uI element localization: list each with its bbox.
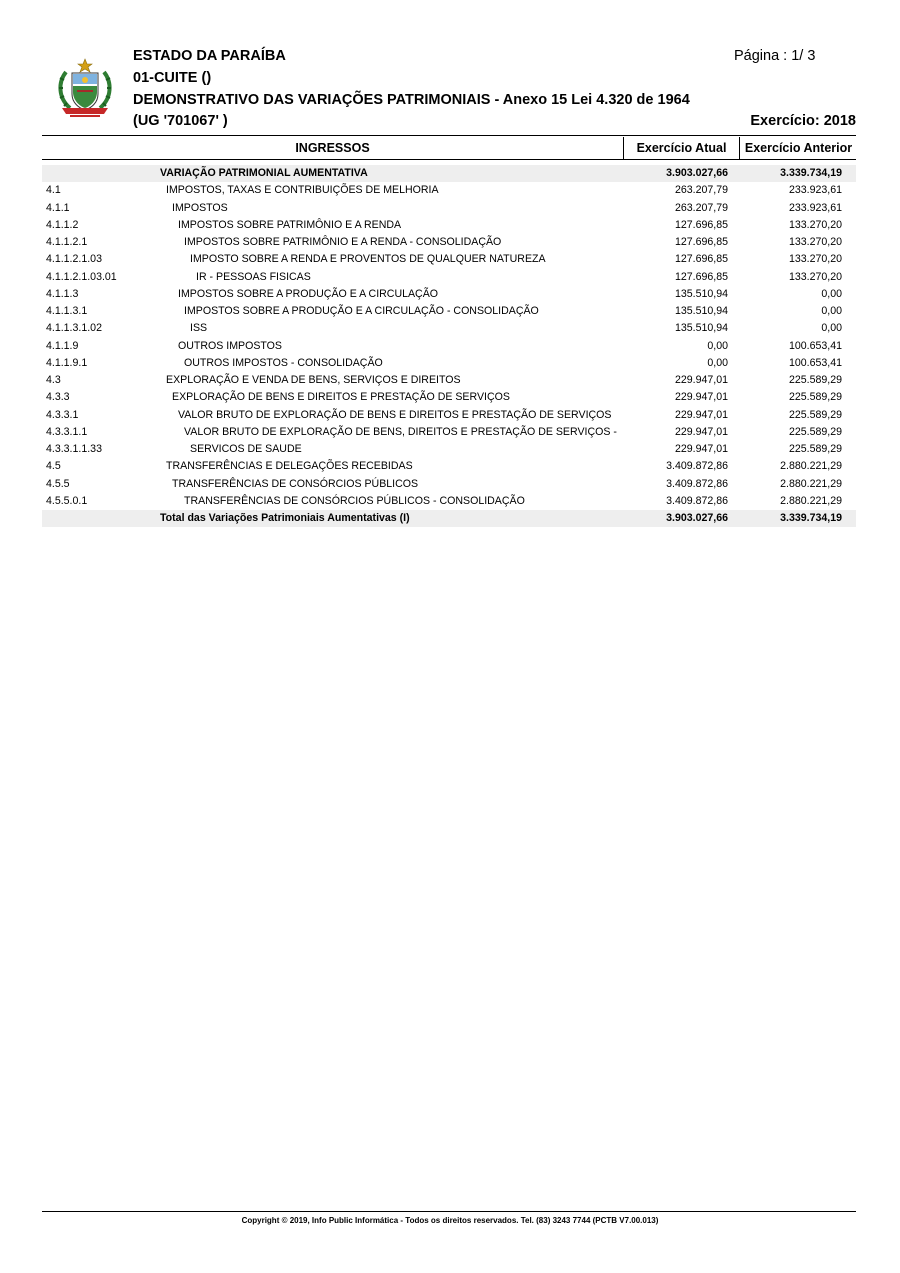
value-exercicio-anterior: 133.270,20 (788, 253, 842, 266)
account-description: TRANSFERÊNCIAS E DELEGAÇÕES RECEBIDAS (166, 460, 413, 473)
account-code: 4.5 (46, 460, 61, 473)
value-exercicio-anterior: 2.880.221,29 (780, 494, 842, 507)
account-code: 4.1.1.9 (46, 339, 79, 352)
table-row (42, 441, 856, 458)
page-number: Página : 1/ 3 (734, 48, 816, 64)
account-description: TRANSFERÊNCIAS DE CONSÓRCIOS PÚBLICOS (172, 477, 419, 490)
value-exercicio-anterior: 225.589,29 (788, 425, 842, 438)
summary-row (42, 165, 856, 182)
account-code: 4.1.1.2.1.03.01 (46, 270, 117, 283)
value-exercicio-anterior: 225.589,29 (788, 391, 842, 404)
value-exercicio-anterior: 0,00 (821, 305, 842, 317)
table-row (42, 200, 856, 217)
table-row (42, 286, 856, 303)
table-row (42, 372, 856, 389)
value-exercicio-anterior: 233.923,61 (788, 201, 842, 214)
value-exercicio-atual: 229.947,01 (674, 425, 728, 438)
column-header-ingressos: INGRESSOS (295, 141, 370, 155)
account-description: SERVICOS DE SAUDE (190, 443, 302, 455)
value-exercicio-atual: 229.947,01 (674, 374, 728, 386)
table-row (42, 493, 856, 510)
table-row (42, 251, 856, 268)
value-exercicio-anterior: 0,00 (821, 322, 842, 335)
table-header (42, 137, 856, 159)
account-description: OUTROS IMPOSTOS - CONSOLIDAÇÃO (184, 356, 383, 369)
value-exercicio-anterior: 133.270,20 (788, 218, 842, 231)
table-row (42, 389, 856, 406)
summary-row (42, 510, 856, 527)
value-exercicio-atual: 263.207,79 (674, 201, 728, 214)
report-title: DEMONSTRATIVO DAS VARIAÇÕES PATRIMONIAIS - Anexo 15 Lei 4.320 de 1964 (133, 92, 690, 108)
header-top-rule (42, 135, 856, 136)
value-exercicio-anterior: 225.589,29 (788, 374, 842, 386)
column-header-exercicio-anterior: Exercício Anterior (739, 137, 857, 159)
value-exercicio-atual: 3.409.872,86 (666, 477, 728, 490)
account-code: 4.3.3 (46, 391, 70, 404)
table-row (42, 269, 856, 286)
table-row (42, 234, 856, 251)
value-exercicio-anterior: 225.589,29 (788, 408, 842, 421)
column-header-exercicio-atual: Exercício Atual (623, 137, 739, 159)
account-code: 4.3.3.1.1.33 (46, 443, 102, 455)
account-description: ISS (190, 322, 208, 335)
account-code: 4.1.1 (46, 201, 70, 214)
header-bottom-rule (42, 159, 856, 160)
table-row (42, 338, 856, 355)
account-description: IMPOSTO SOBRE A RENDA E PROVENTOS DE QUALQUER NATUREZA (190, 253, 546, 266)
account-description: IMPOSTOS (172, 201, 228, 214)
value-exercicio-anterior: 100.653,41 (788, 339, 842, 352)
value-exercicio-anterior: 3.339.734,19 (780, 512, 842, 524)
account-description: OUTROS IMPOSTOS (178, 339, 282, 352)
account-description: TRANSFERÊNCIAS DE CONSÓRCIOS PÚBLICOS - CONSOLIDAÇÃO (184, 494, 525, 507)
table-row (42, 217, 856, 234)
value-exercicio-anterior: 225.589,29 (788, 443, 842, 455)
exercise-year: Exercício: 2018 (750, 113, 856, 129)
value-exercicio-atual: 0,00 (707, 356, 728, 369)
account-code: 4.3.3.1.1 (46, 425, 88, 438)
account-code: 4.5.5.0.1 (46, 494, 88, 507)
account-description: VALOR BRUTO DE EXPLORAÇÃO DE BENS, DIREITOS E PRESTAÇÃO DE SERVIÇOS - (184, 425, 617, 438)
value-exercicio-atual: 229.947,01 (674, 443, 728, 455)
value-exercicio-atual: 127.696,85 (674, 270, 728, 283)
account-code: 4.1.1.3.1 (46, 305, 88, 317)
value-exercicio-atual: 3.903.027,66 (666, 512, 728, 524)
account-code: 4.1.1.2 (46, 218, 79, 231)
account-description: Total das Variações Patrimoniais Aumentativas (I) (160, 512, 410, 524)
table-row (42, 355, 856, 372)
data-table (42, 165, 856, 527)
value-exercicio-atual: 127.696,85 (674, 236, 728, 248)
value-exercicio-atual: 229.947,01 (674, 391, 728, 404)
account-description: IMPOSTOS SOBRE A PRODUÇÃO E A CIRCULAÇÃO - CONSOLIDAÇÃO (184, 305, 539, 317)
value-exercicio-anterior: 2.880.221,29 (780, 477, 842, 490)
value-exercicio-atual: 127.696,85 (674, 253, 728, 266)
account-code: 4.5.5 (46, 477, 70, 490)
value-exercicio-anterior: 133.270,20 (788, 236, 842, 248)
account-code: 4.3 (46, 374, 61, 386)
table-row (42, 407, 856, 424)
value-exercicio-atual: 127.696,85 (674, 218, 728, 231)
table-row (42, 458, 856, 475)
value-exercicio-atual: 0,00 (707, 339, 728, 352)
table-row (42, 303, 856, 320)
entity-title: 01-CUITE () (133, 70, 212, 86)
account-code: 4.1.1.3 (46, 287, 79, 300)
value-exercicio-anterior: 133.270,20 (788, 270, 842, 283)
account-code: 4.1.1.3.1.02 (46, 322, 102, 335)
account-code: 4.1 (46, 184, 61, 197)
footer-rule (42, 1211, 856, 1212)
value-exercicio-atual: 3.409.872,86 (666, 460, 728, 473)
copyright-text: Copyright © 2019, Info Public Informática - Todos os direitos reservados. Tel. (83) 3243 7744 (PCTB V7.00.013) (241, 1216, 659, 1225)
account-description: IR - PESSOAS FISICAS (196, 270, 311, 283)
value-exercicio-anterior: 233.923,61 (788, 184, 842, 197)
account-description: IMPOSTOS SOBRE A PRODUÇÃO E A CIRCULAÇÃO (178, 287, 439, 300)
unit-code: (UG '701067' ) (133, 113, 228, 129)
account-description: IMPOSTOS, TAXAS E CONTRIBUIÇÕES DE MELHORIA (166, 184, 439, 197)
value-exercicio-atual: 229.947,01 (674, 408, 728, 421)
account-code: 4.1.1.9.1 (46, 356, 88, 369)
table-row (42, 182, 856, 199)
value-exercicio-atual: 3.903.027,66 (666, 167, 728, 179)
account-description: IMPOSTOS SOBRE PATRIMÔNIO E A RENDA - CONSOLIDAÇÃO (184, 236, 502, 248)
value-exercicio-anterior: 0,00 (821, 287, 842, 300)
coat-of-arms-icon (56, 58, 114, 118)
account-code: 4.3.3.1 (46, 408, 79, 421)
account-description: IMPOSTOS SOBRE PATRIMÔNIO E A RENDA (178, 218, 402, 231)
value-exercicio-atual: 135.510,94 (674, 287, 728, 300)
value-exercicio-atual: 135.510,94 (674, 305, 728, 317)
table-row (42, 424, 856, 441)
value-exercicio-atual: 3.409.872,86 (666, 494, 728, 507)
value-exercicio-atual: 263.207,79 (674, 184, 728, 197)
account-description: VARIAÇÃO PATRIMONIAL AUMENTATIVA (160, 167, 368, 179)
value-exercicio-anterior: 3.339.734,19 (780, 167, 842, 179)
account-code: 4.1.1.2.1 (46, 236, 88, 248)
state-title: ESTADO DA PARAÍBA (133, 48, 286, 64)
account-code: 4.1.1.2.1.03 (46, 253, 102, 266)
value-exercicio-atual: 135.510,94 (674, 322, 728, 335)
account-description: EXPLORAÇÃO DE BENS E DIREITOS E PRESTAÇÃO DE SERVIÇOS (172, 391, 510, 404)
value-exercicio-anterior: 2.880.221,29 (780, 460, 842, 473)
value-exercicio-anterior: 100.653,41 (788, 356, 842, 369)
table-row (42, 476, 856, 493)
account-description: VALOR BRUTO DE EXPLORAÇÃO DE BENS E DIREITOS E PRESTAÇÃO DE SERVIÇOS (178, 408, 612, 421)
table-row (42, 320, 856, 337)
account-description: EXPLORAÇÃO E VENDA DE BENS, SERVIÇOS E DIREITOS (166, 374, 461, 386)
